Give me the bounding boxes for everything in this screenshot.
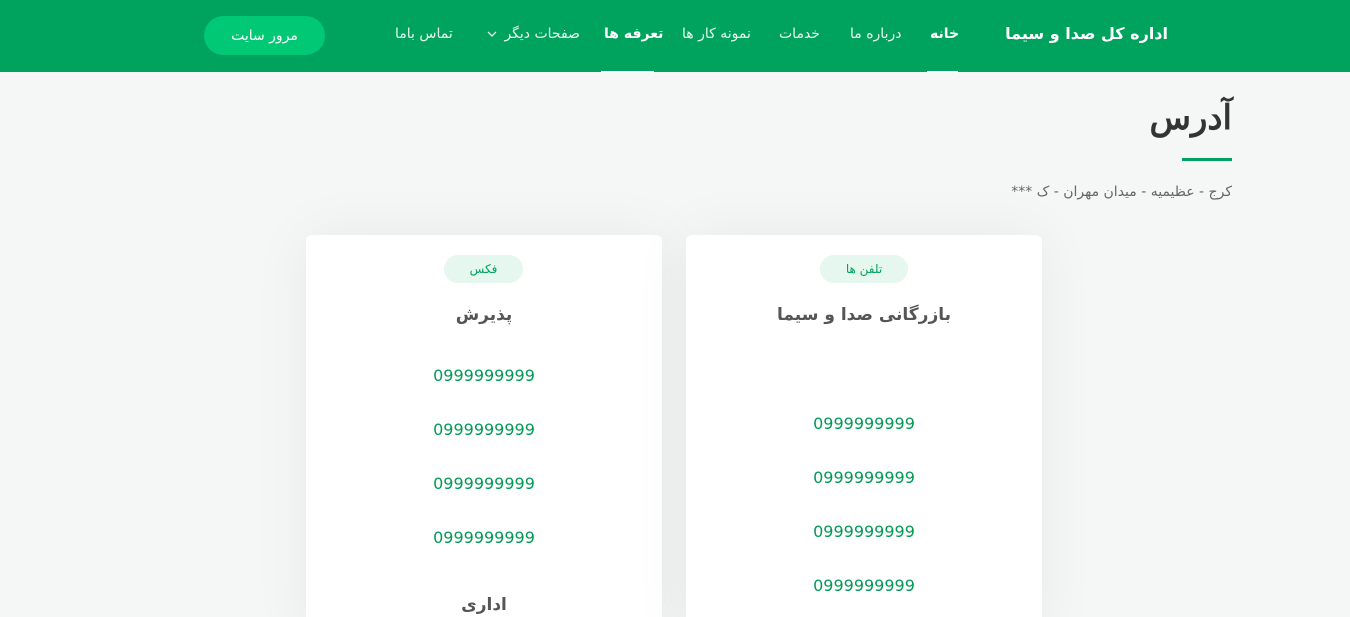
nav-item-home[interactable]: خانه (930, 26, 960, 42)
nav-item-pricing[interactable]: تعرفه ها (604, 26, 664, 42)
phones-phone-1[interactable]: 0999999999 (813, 414, 915, 433)
fax-phone-4[interactable]: 0999999999 (433, 528, 535, 547)
chevron-down-icon (486, 28, 498, 40)
administrative-title: اداری (461, 595, 507, 615)
nav-item-contact[interactable]: تماس باما (395, 26, 453, 42)
address-text: کرج - عظیمیه - میدان مهران - ک *** (1011, 184, 1232, 200)
phones-card (686, 235, 1042, 617)
reception-title: پذیرش (455, 305, 513, 325)
nav-dropdown-other-pages[interactable] (486, 26, 580, 42)
browse-site-button[interactable]: مرور سایت (204, 16, 325, 55)
nav-item-portfolio[interactable]: نمونه کار ها (682, 26, 751, 42)
fax-badge: فکس (444, 255, 523, 283)
phones-phone-2[interactable]: 0999999999 (813, 468, 915, 487)
phones-phone-4[interactable]: 0999999999 (813, 576, 915, 595)
fax-phone-1[interactable]: 0999999999 (433, 366, 535, 385)
fax-phone-3[interactable]: 0999999999 (433, 474, 535, 493)
commerce-title: بازرگانی صدا و سیما (776, 305, 952, 325)
page-title: آدرس (1149, 98, 1232, 138)
phones-phone-3[interactable]: 0999999999 (813, 522, 915, 541)
nav-active-indicator-home (927, 71, 958, 73)
brand-logo-text[interactable]: اداره کل صدا و سیما (1005, 24, 1168, 43)
phones-badge: تلفن ها (820, 255, 908, 283)
nav-active-indicator-pricing (601, 71, 654, 73)
nav-item-about[interactable]: درباره ما (850, 26, 902, 42)
nav-item-services[interactable]: خدمات (779, 26, 820, 42)
fax-card (306, 235, 662, 617)
top-navbar (0, 0, 1350, 72)
fax-phone-2[interactable]: 0999999999 (433, 420, 535, 439)
title-underline (1182, 158, 1232, 161)
nav-item-other-pages-label: صفحات دیگر (504, 26, 580, 42)
